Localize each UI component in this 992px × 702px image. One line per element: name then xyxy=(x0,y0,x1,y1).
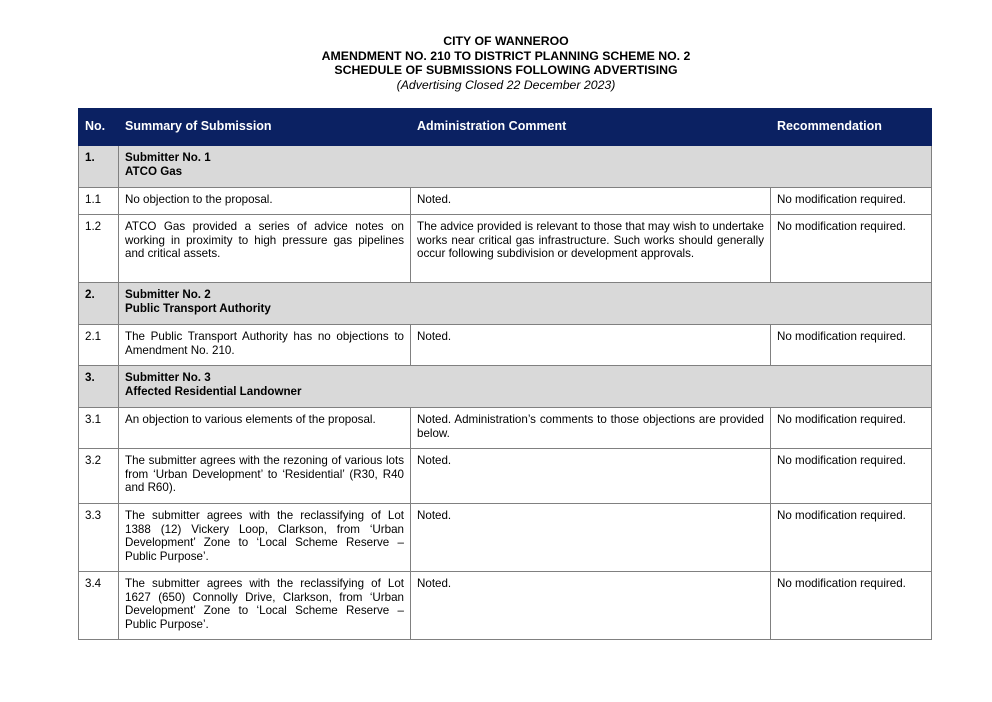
section-title: Submitter No. 2 xyxy=(125,288,211,301)
table-row xyxy=(79,188,932,215)
row-number: 2.1 xyxy=(79,325,119,366)
submissions-table xyxy=(78,108,932,640)
row-summary: An objection to various elements of the proposal. xyxy=(119,408,411,449)
column-header-recommendation: Recommendation xyxy=(771,109,932,146)
section-title: Submitter No. 3 xyxy=(125,371,211,384)
section-number: 3. xyxy=(79,366,119,408)
row-comment: Noted. xyxy=(411,449,771,504)
section-row-submitter-3 xyxy=(79,366,932,408)
row-recommendation: No modification required. xyxy=(771,215,932,283)
section-title-cell xyxy=(119,146,932,188)
table-row xyxy=(79,215,932,283)
document-title-schedule: SCHEDULE OF SUBMISSIONS FOLLOWING ADVERTISING xyxy=(334,63,678,77)
row-number: 3.1 xyxy=(79,408,119,449)
table-header-row xyxy=(79,109,932,146)
row-summary: No objection to the proposal. xyxy=(119,188,411,215)
row-recommendation: No modification required. xyxy=(771,188,932,215)
row-comment: Noted. Administration’s comments to those objections are provided below. xyxy=(411,408,771,449)
row-summary: The submitter agrees with the reclassifying of Lot 1627 (650) Connolly Drive, Clarkson, from ‘Urban Development’ Zone to ‘Local Scheme Reserve – Public Purpose’. xyxy=(119,572,411,640)
table-row xyxy=(79,504,932,572)
section-subtitle: Public Transport Authority xyxy=(125,301,271,315)
row-recommendation: No modification required. xyxy=(771,408,932,449)
section-title: Submitter No. 1 xyxy=(125,151,211,164)
row-number: 1.2 xyxy=(79,215,119,283)
row-recommendation: No modification required. xyxy=(771,325,932,366)
document-header xyxy=(0,34,992,92)
row-comment: Noted. xyxy=(411,504,771,572)
document-title-city: CITY OF WANNEROO xyxy=(443,34,569,48)
document-subtitle-advertising: (Advertising Closed 22 December 2023) xyxy=(396,77,616,92)
row-comment: Noted. xyxy=(411,572,771,640)
table-row xyxy=(79,572,932,640)
table-row xyxy=(79,408,932,449)
section-title-cell xyxy=(119,366,932,408)
row-summary: The submitter agrees with the reclassifying of Lot 1388 (12) Vickery Loop, Clarkson, from ‘Urban Development’ Zone to ‘Local Scheme Reserve – Public Purpose’. xyxy=(119,504,411,572)
row-recommendation: No modification required. xyxy=(771,504,932,572)
row-comment: Noted. xyxy=(411,188,771,215)
row-recommendation: No modification required. xyxy=(771,572,932,640)
row-number: 3.2 xyxy=(79,449,119,504)
document-title-amendment: AMENDMENT NO. 210 TO DISTRICT PLANNING SCHEME NO. 2 xyxy=(321,48,691,63)
row-summary: The submitter agrees with the rezoning of various lots from ‘Urban Development’ to ‘Residential’ (R30, R40 and R60). xyxy=(119,449,411,504)
table-row xyxy=(79,325,932,366)
column-header-no: No. xyxy=(79,109,119,146)
row-number: 3.3 xyxy=(79,504,119,572)
section-row-submitter-1 xyxy=(79,146,932,188)
section-row-submitter-2 xyxy=(79,283,932,325)
section-number: 1. xyxy=(79,146,119,188)
section-subtitle: ATCO Gas xyxy=(125,164,183,178)
column-header-comment: Administration Comment xyxy=(411,109,771,146)
section-subtitle: Affected Residential Landowner xyxy=(125,384,302,398)
row-comment: Noted. xyxy=(411,325,771,366)
row-number: 1.1 xyxy=(79,188,119,215)
section-number: 2. xyxy=(79,283,119,325)
row-comment: The advice provided is relevant to those that may wish to undertake works near critical gas infrastructure. Such works should generally occur following subdivision or development approvals. xyxy=(411,215,771,283)
section-title-cell xyxy=(119,283,932,325)
row-summary: The Public Transport Authority has no objections to Amendment No. 210. xyxy=(119,325,411,366)
row-recommendation: No modification required. xyxy=(771,449,932,504)
table-row xyxy=(79,449,932,504)
column-header-summary: Summary of Submission xyxy=(119,109,411,146)
row-number: 3.4 xyxy=(79,572,119,640)
row-summary: ATCO Gas provided a series of advice notes on working in proximity to high pressure gas pipelines and critical assets. xyxy=(119,215,411,283)
